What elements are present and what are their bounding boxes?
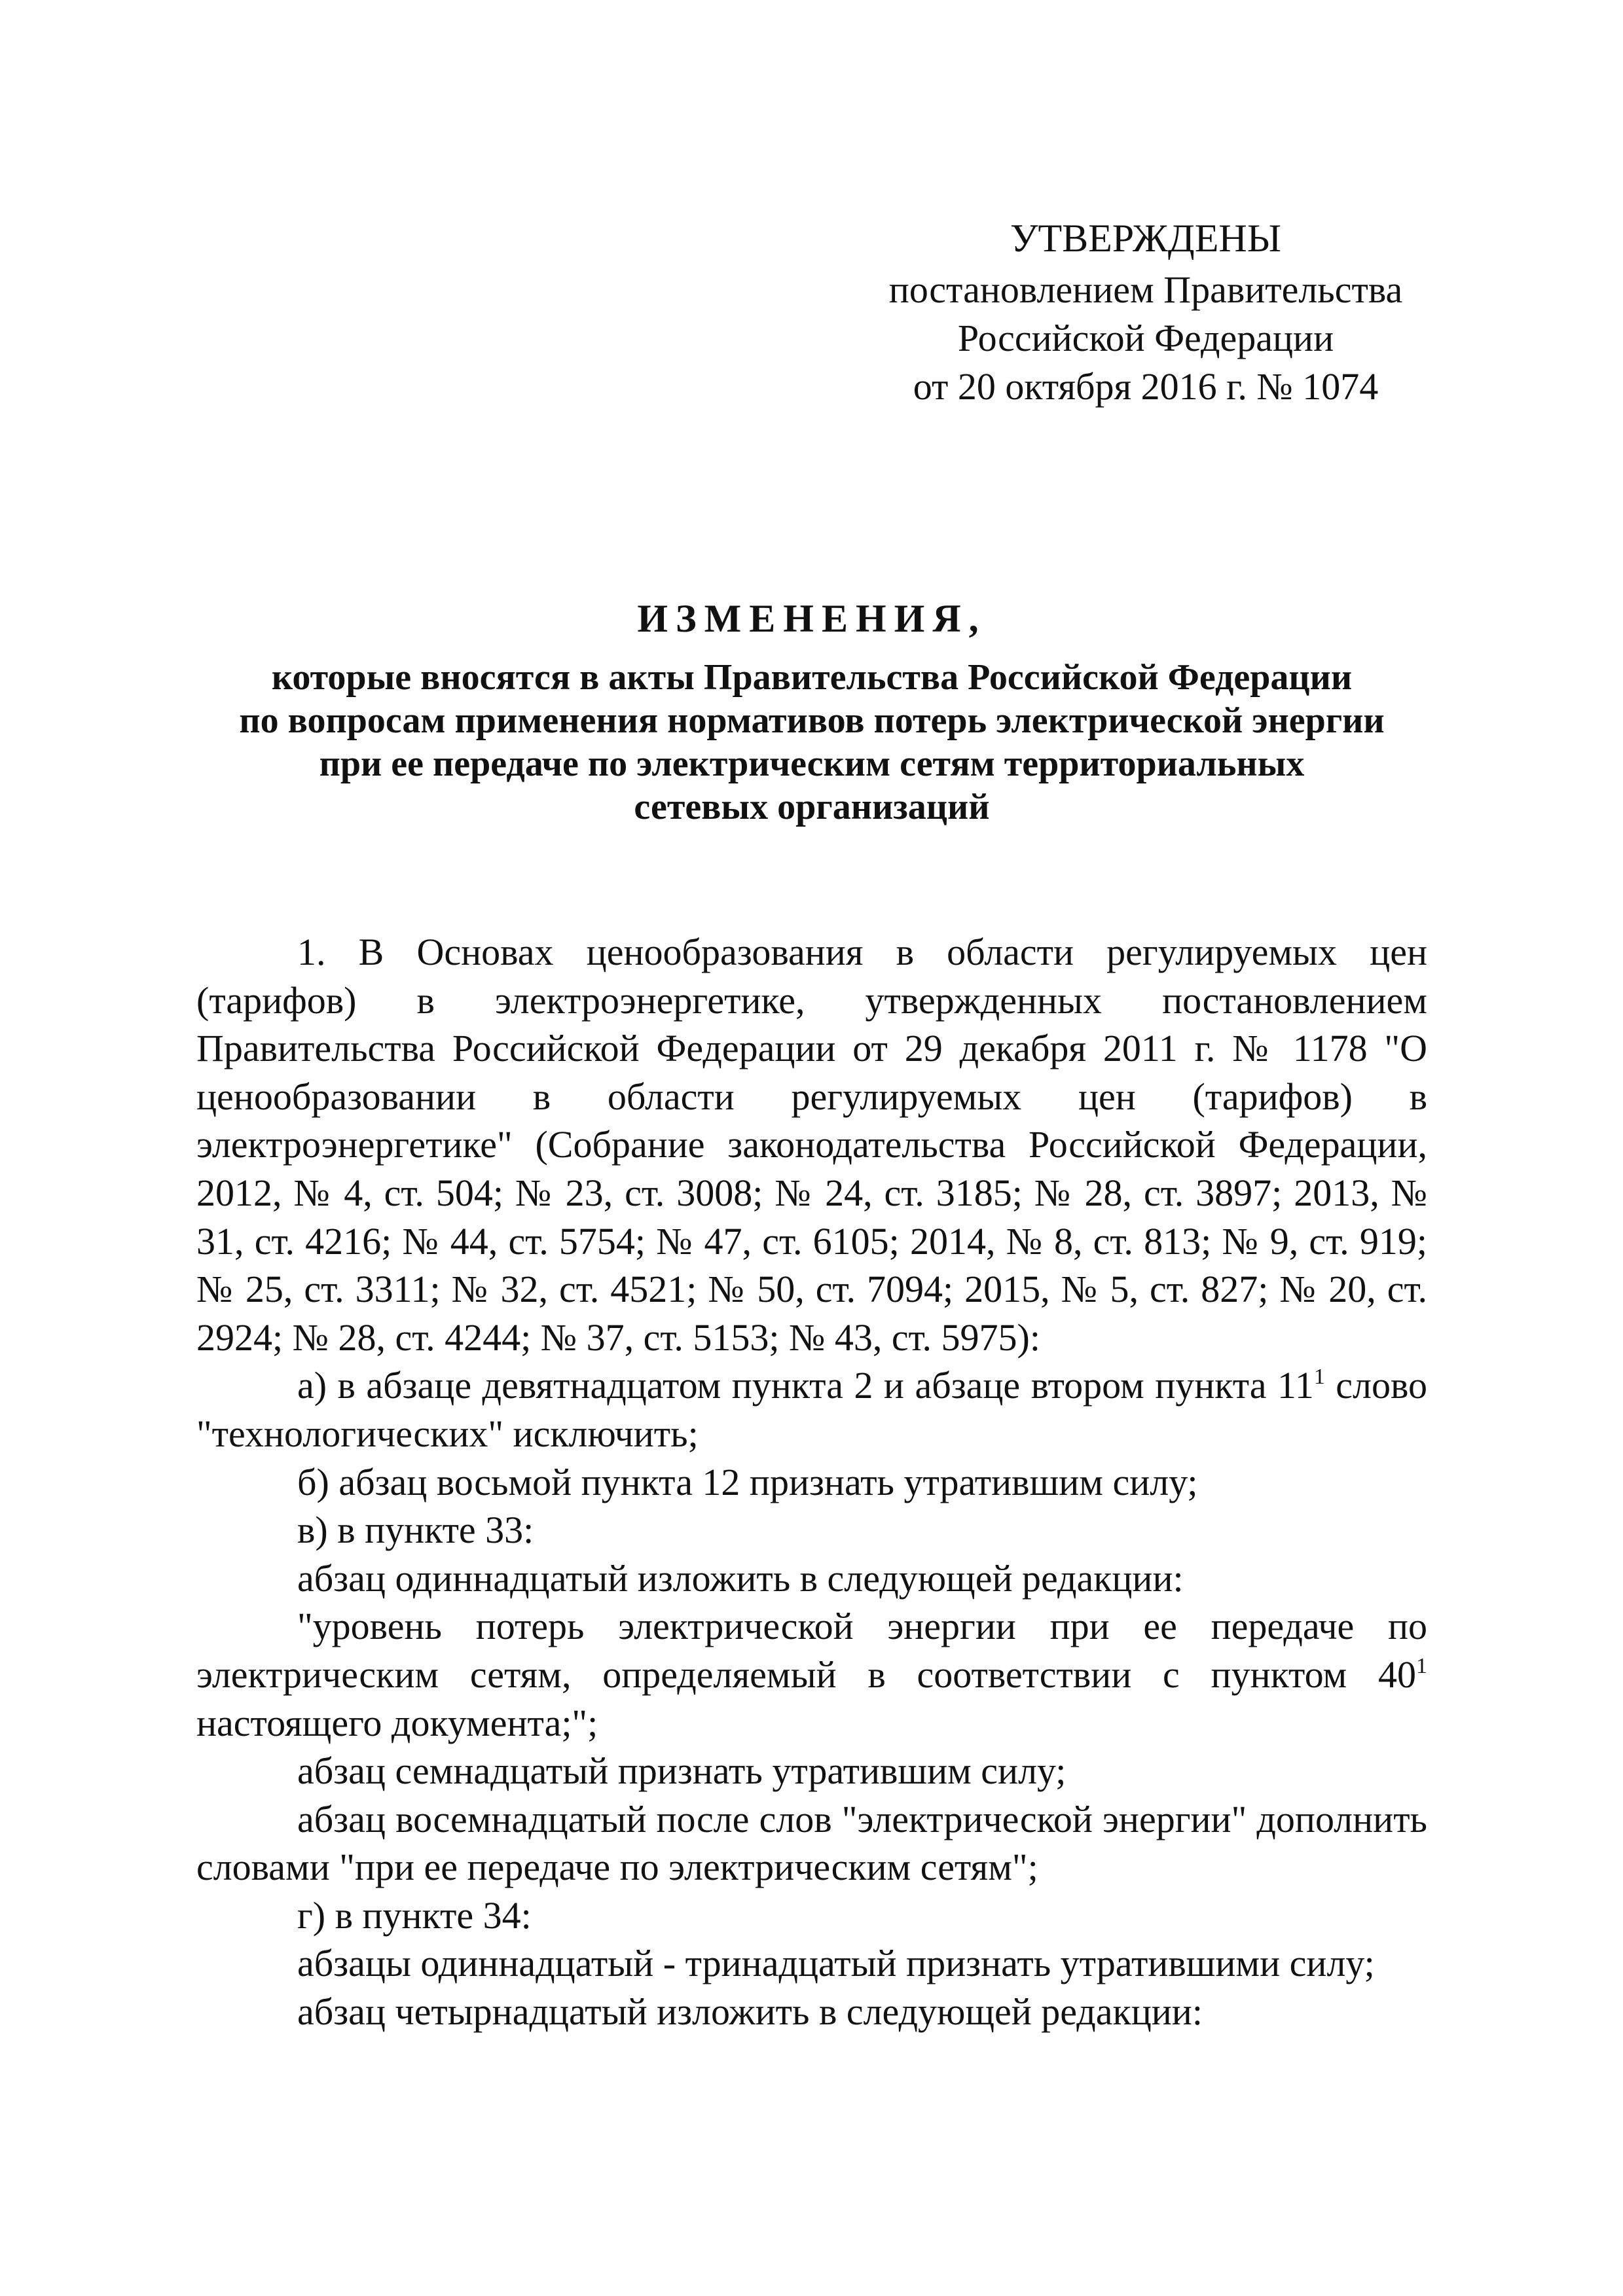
item-g-paragraph: абзац четырнадцатый изложить в следующей редакции:	[297, 1990, 1203, 2034]
superscript: 1	[1313, 1365, 1325, 1390]
approval-line: от 20 октября 2016 г. № 1074	[913, 365, 1379, 408]
item-a	[196, 1361, 1427, 1458]
approval-line: Российской Федерации	[957, 317, 1334, 359]
document-title	[196, 589, 1427, 829]
item-b: б) абзац восьмой пункта 12 признать утратившим силу;	[297, 1460, 1198, 1503]
paragraph-1: 1. В Основах ценообразования в области регулируемых цен (тарифов) в электроэнергетике, утвержденных постановлением Правительства Российской Федерации от 29 декабря 2011 г. № 1178 "О ценообразовании в области регулируемых цен (тарифов) в электроэнергетике" (Собрание законодательства Российской Федерации, 2012, № 4, ст. 504; № 23, ст. 3008; № 24, ст. 3185; № 28, ст. 3897; 2013, № 31, ст. 4216; № 44, ст. 5754; № 47, ст. 6105; 2014, № 8, ст. 813; № 9, ст. 919; № 25, ст. 3311; № 32, ст. 4521; № 50, ст. 7094; 2015, № 5, ст. 827; № 20, ст. 2924; № 28, ст. 4244; № 37, ст. 5153; № 43, ст. 5975):	[196, 931, 1427, 1359]
title-subline: по вопросам применения нормативов потерь электрической энергии	[239, 700, 1385, 741]
item-v-paragraph: абзац семнадцатый признать утратившим силу;	[297, 1749, 1067, 1793]
item-v-paragraph: абзац восемнадцатый после слов "электрической энергии" дополнить словами "при ее передаче по электрическим сетям";	[196, 1797, 1427, 1889]
item-v: в) в пункте 33:	[297, 1509, 534, 1552]
approval-heading: УТВЕРЖДЕНЫ	[1010, 217, 1282, 260]
item-g-paragraph: абзацы одиннадцатый - тринадцатый признать утратившими силу;	[297, 1942, 1375, 1985]
quoted-text	[196, 1602, 1427, 1747]
item-v-paragraph: абзац одиннадцатый изложить в следующей редакции:	[297, 1556, 1184, 1600]
document-body	[196, 928, 1427, 2036]
title-subline: которые вносятся в акты Правительства Российской Федерации	[271, 657, 1353, 698]
quoted-text-body: "уровень потерь электрической энергии при ее передаче по электрическим сетям, определяемый в соответствии с пунктом 40	[196, 1605, 1427, 1696]
quoted-text-end: настоящего документа;";	[196, 1701, 598, 1744]
item-a-text-end: слово "технологических" исключить;	[196, 1364, 1427, 1455]
title-subline: сетевых организаций	[634, 787, 990, 827]
title-main: ИЗМЕНЕНИЯ,	[637, 597, 987, 640]
superscript: 1	[1416, 1653, 1427, 1678]
item-g: г) в пункте 34:	[297, 1893, 532, 1937]
approval-line: постановлением Правительства	[888, 268, 1403, 311]
approval-stamp	[851, 211, 1440, 411]
title-subline: при ее передаче по электрическим сетям территориальных	[319, 744, 1305, 784]
item-a-text: а) в абзаце девятнадцатом пункта 2 и абзаце втором пункта 11	[297, 1364, 1314, 1407]
